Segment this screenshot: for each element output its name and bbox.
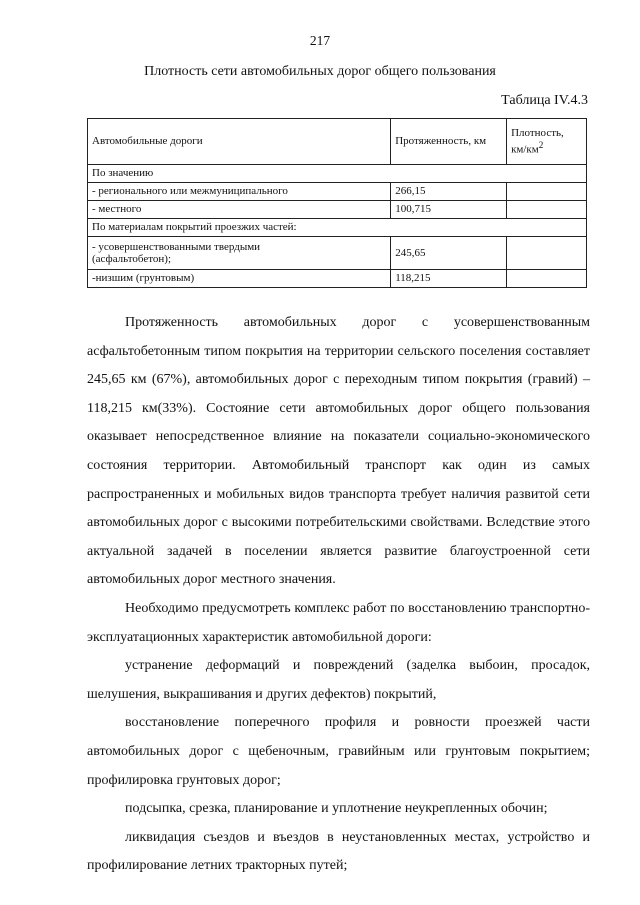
table-section-row [88,219,587,237]
paragraph-works-needed: Необходимо предусмотреть комплекс работ по восстановлению транспортно-эксплуатационных характеристик автомобильной дороги: [87,600,590,645]
table-row [88,183,587,201]
body-text [87,309,590,881]
row-label-line1: - усовершенствованными твердыми [92,240,261,253]
row-density [507,201,587,219]
header-density-exponent: 2 [538,140,544,151]
header-density-label: Плотность, [511,126,564,139]
header-roads: Автомобильные дороги [88,119,391,165]
table-row [88,270,587,288]
road-density-table [87,118,587,288]
row-density [507,183,587,201]
table-section-row [88,165,587,183]
row-label-line2: (асфальтобетон); [92,253,172,265]
paragraph-road-length: Протяженность автомобильных дорог с усовершенствованным асфальтобетонным типом покрытия на территории сельского поселения составляет 245,65 км (67%), автомобильных дорог с переходным типом покрытия (гравий) – 118,215 км(33%). Состояние сети автомобильных дорог общего пользования оказывает непосредственное влияние на показатели социально-экономического состояния территории. Автомобильный транспорт как один из самых распространенных и мобильных видов транспорта требует наличия развитой сети автомобильных дорог с высокими потребительскими свойствами. Вследствие этого актуальной задачей в поселении является развитие благоустроенной сети автомобильных дорог местного значения. [87,315,590,588]
row-label: - местного [88,201,391,219]
header-density-unit: км/км [511,143,539,156]
row-length: 266,15 [391,183,507,201]
row-length: 118,215 [391,270,507,288]
table-row [88,201,587,219]
row-density [507,270,587,288]
table-caption: Таблица IV.4.3 [501,93,588,108]
row-label [88,237,391,270]
row-label: -низшим (грунтовым) [88,270,391,288]
document-title: Плотность сети автомобильных дорог общего пользования [144,64,496,79]
table-row [88,237,587,270]
header-density [507,119,587,165]
row-label: - регионального или межмуниципального [88,183,391,201]
table-header-row [88,119,587,165]
paragraph-work-item: подсыпка, срезка, планирование и уплотнение неукрепленных обочин; [125,801,548,817]
section-by-significance: По значению [88,165,587,183]
paragraph-work-item: восстановление поперечного профиля и ровности проезжей части автомобильных дорог с щебеночным, гравийным или грунтовым покрытием; профилировка грунтовых дорог; [87,715,590,788]
row-density [507,237,587,270]
paragraph-work-item: ликвидация съездов и въездов в неустановленных местах, устройство и профилирование летних тракторных путей; [87,829,590,874]
paragraph-work-item: устранение деформаций и повреждений (заделка выбоин, просадок, шелушения, выкрашивания и других дефектов) покрытий, [87,658,590,702]
row-length: 100,715 [391,201,507,219]
section-by-surface: По материалам покрытий проезжих частей: [88,219,587,237]
row-length: 245,65 [391,237,507,270]
header-length: Протяженность, км [391,119,507,165]
page-number: 217 [309,33,331,48]
